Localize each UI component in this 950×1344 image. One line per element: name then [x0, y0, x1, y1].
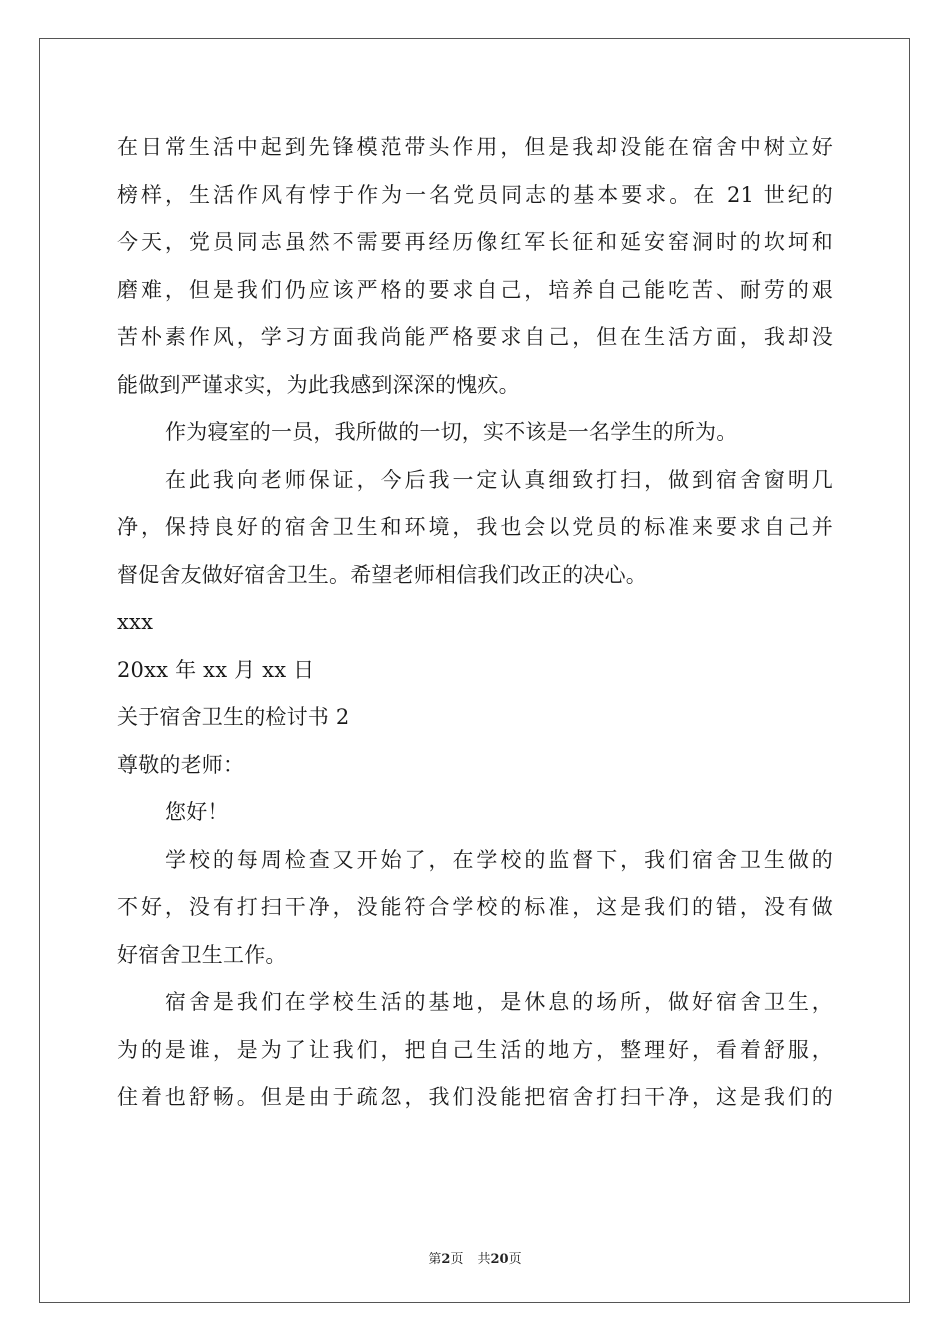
- page-number: 2: [441, 1252, 451, 1267]
- paragraph-first-line: 在此我向老师保证，今后我一定认真细致打扫，做到宿舍窗明几: [165, 467, 833, 492]
- paragraph-first-line: 学校的每周检查又开始了，在学校的监督下，我们宿舍卫生做的: [165, 847, 833, 872]
- text-line: 不好，没有打扫干净，没能符合学校的标准，这是我们的错，没有做: [117, 895, 833, 919]
- paragraph-first-line: 作为寝室的一员，我所做的一切，实不该是一名学生的所为。: [165, 420, 738, 444]
- page-footer: [0, 1248, 950, 1267]
- paragraph-first-line: 宿舍是我们在学校生活的基地，是休息的场所，做好宿舍卫生，: [165, 990, 833, 1014]
- text-line: 好宿舍卫生工作。: [117, 942, 287, 967]
- text-line: 榜样，生活作风有悖于作为一名党员同志的基本要求。在 21 世纪的: [117, 182, 833, 207]
- text-line: 苦朴素作风，学习方面我尚能严格要求自己，但在生活方面，我却没: [117, 325, 833, 349]
- greeting: 您好！: [165, 800, 229, 824]
- text-line: 在日常生活中起到先锋模范带头作用，但是我却没能在宿舍中树立好: [117, 135, 833, 159]
- text-line: 能做到严谨求实，为此我感到深深的愧疚。: [117, 372, 520, 397]
- signature-name: xxx: [117, 610, 154, 634]
- signature-date: 20xx 年 xx 月 xx 日: [117, 657, 315, 682]
- text-line: 磨难，但是我们仍应该严格的要求自己，培养自己能吃苦、耐劳的艰: [117, 277, 833, 302]
- section-title: 关于宿舍卫生的检讨书 2: [117, 705, 350, 729]
- text-line: 督促舍友做好宿舍卫生。希望老师相信我们改正的决心。: [117, 562, 647, 587]
- document-body: [117, 124, 833, 1122]
- text-line: 住着也舒畅。但是由于疏忽，我们没能把宿舍打扫干净，这是我们的: [117, 1085, 833, 1109]
- text-line: 今天，党员同志虽然不需要再经历像红军长征和延安窑洞时的坎坷和: [117, 230, 833, 254]
- page-prefix: 第: [428, 1252, 442, 1267]
- text-line: 净，保持良好的宿舍卫生和环境，我也会以党员的标准来要求自己并: [117, 515, 833, 539]
- total-suffix: 页: [508, 1252, 522, 1267]
- total-prefix: 共: [477, 1252, 491, 1267]
- page-suffix: 页: [450, 1252, 464, 1267]
- total-pages: 20: [490, 1252, 509, 1267]
- salutation: 尊敬的老师：: [117, 752, 245, 777]
- text-line: 为的是谁，是为了让我们，把自己生活的地方，整理好，看着舒服，: [117, 1037, 833, 1062]
